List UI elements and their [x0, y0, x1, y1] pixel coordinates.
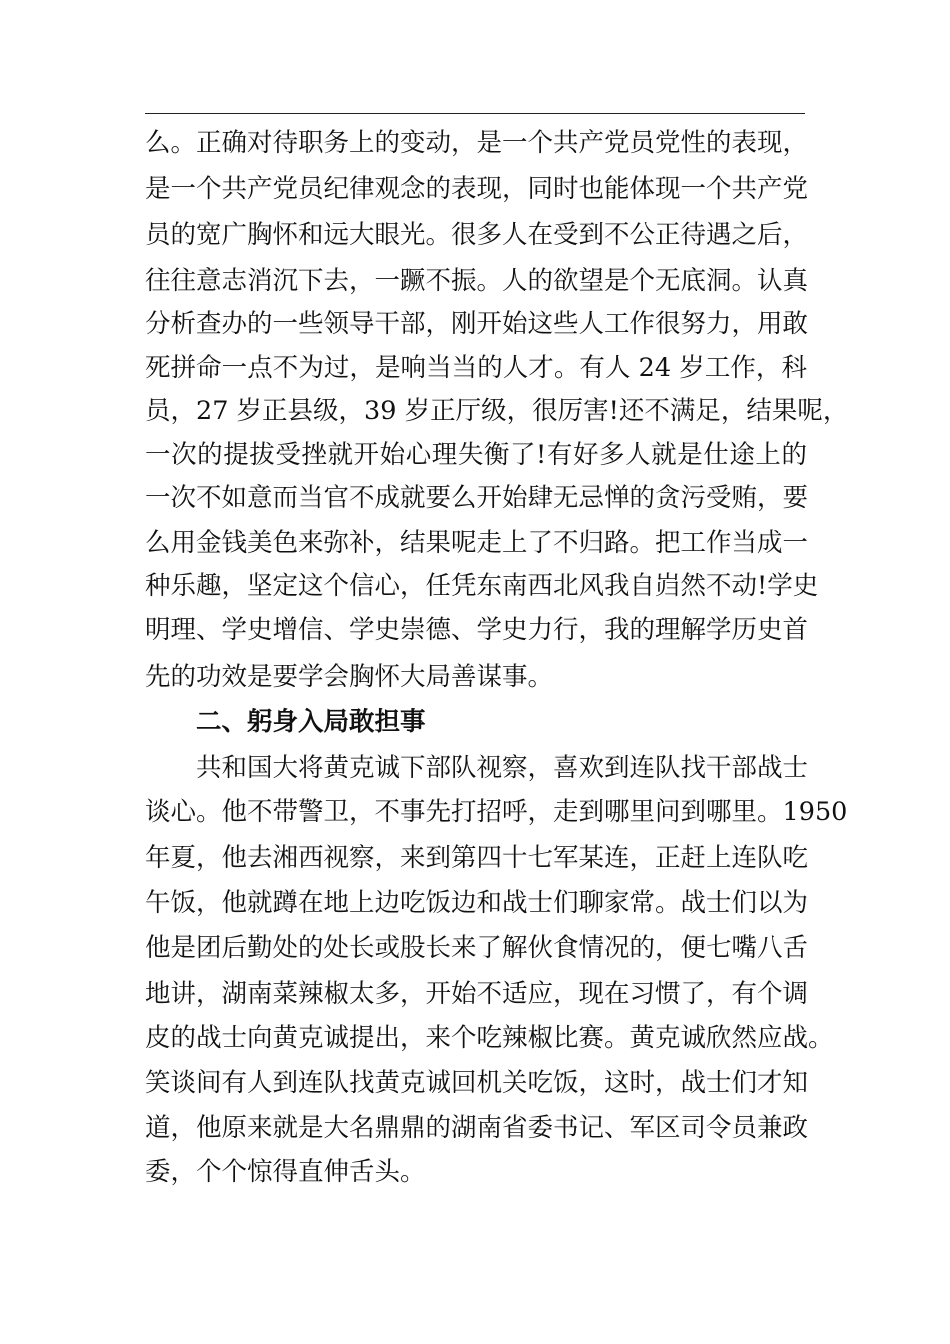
- body-line: 他是团后勤处的处长或股长来了解伙食情况的，便七嘴八舌: [145, 933, 809, 963]
- body-line: 往往意志消沉下去，一蹶不振。人的欲望是个无底洞。认真: [145, 266, 809, 296]
- body-line: 年夏，他去湘西视察，来到第四十七军某连，正赶上连队吃: [145, 843, 809, 873]
- body-line: 先的功效是要学会胸怀大局善谋事。: [145, 662, 554, 692]
- body-line: 共和国大将黄克诚下部队视察，喜欢到连队找干部战士: [196, 753, 809, 783]
- body-line: 分析查办的一些领导干部，刚开始这些人工作很努力，用敢: [145, 309, 809, 339]
- body-line: 皮的战士向黄克诚提出，来个吃辣椒比赛。黄克诚欣然应战。: [145, 1023, 834, 1053]
- body-line: 种乐趣，坚定这个信心，任凭东南西北风我自岿然不动!学史: [145, 571, 819, 601]
- body-line: 么。正确对待职务上的变动，是一个共产党员党性的表现，: [145, 128, 809, 158]
- section-heading: 二、躬身入局敢担事: [196, 707, 426, 737]
- body-line: 笑谈间有人到连队找黄克诚回机关吃饭，这时，战士们才知: [145, 1068, 809, 1098]
- body-line: 是一个共产党员纪律观念的表现，同时也能体现一个共产党: [145, 174, 809, 204]
- body-line: 么用金钱美色来弥补，结果呢走上了不归路。把工作当成一: [145, 528, 809, 558]
- header-rule: [145, 113, 805, 114]
- body-line: 死拼命一点不为过，是响当当的人才。有人 24 岁工作，科: [145, 353, 807, 383]
- body-line: 委，个个惊得直伸舌头。: [145, 1157, 426, 1187]
- body-line: 一次的提拔受挫就开始心理失衡了!有好多人就是仕途上的: [145, 440, 807, 470]
- body-line: 员，27 岁正县级，39 岁正厅级，很厉害!还不满足，结果呢，: [145, 396, 849, 426]
- body-line: 午饭，他就蹲在地上边吃饭边和战士们聊家常。战士们以为: [145, 888, 809, 918]
- body-line: 员的宽广胸怀和远大眼光。很多人在受到不公正待遇之后，: [145, 220, 809, 250]
- body-line: 谈心。他不带警卫，不事先打招呼，走到哪里问到哪里。1950: [145, 797, 848, 827]
- body-line: 道，他原来就是大名鼎鼎的湖南省委书记、军区司令员兼政: [145, 1113, 809, 1143]
- body-line: 明理、学史增信、学史崇德、学史力行，我的理解学历史首: [145, 615, 809, 645]
- body-line: 一次不如意而当官不成就要么开始肆无忌惮的贪污受贿，要: [145, 483, 809, 513]
- body-line: 地讲，湖南菜辣椒太多，开始不适应，现在习惯了，有个调: [145, 979, 809, 1009]
